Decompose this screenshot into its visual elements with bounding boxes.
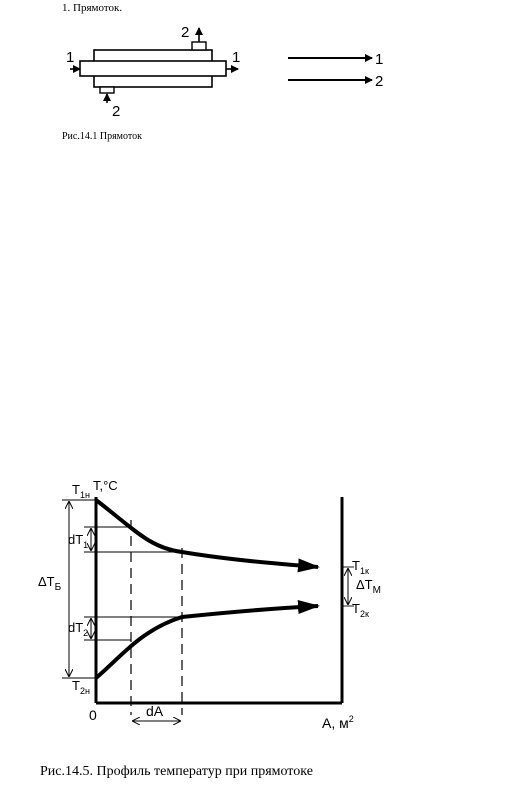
flow-label-2: 2 [375,73,384,90]
label-dt2: $dT_2$ [68,620,89,638]
da-label: dA [146,703,164,719]
label-dtb: $\Delta T_Б$ [38,574,62,593]
label-t2k: $T_{2к}$ [352,601,369,619]
label-inlet-2: 2 [112,103,121,120]
label-dt1: $dT_1$ [68,532,89,550]
section-heading: 1. Прямоток. [62,2,123,14]
hot-fluid-curve [96,500,318,567]
label-outlet-2: 2 [181,24,190,41]
label-t1k: $T_{1к}$ [352,558,369,576]
x-axis-label: A, $м^2$ [322,714,354,731]
figure-caption-14-1: Рис.14.1 Прямоток [62,131,142,142]
origin-label: 0 [89,707,97,723]
label-t1n: $T_{1н}$ [72,482,90,500]
label-inlet-1: 1 [66,49,75,66]
label-dtm: $\Delta T_M$ [356,577,381,596]
y-axis-label: T,°C [93,478,118,493]
flow-label-1: 1 [375,51,384,68]
label-outlet-1: 1 [232,49,241,66]
figure-caption-14-5: Рис.14.5. Профиль температур при прямотоке [40,764,313,779]
label-t2n: $T_{2н}$ [72,678,90,696]
